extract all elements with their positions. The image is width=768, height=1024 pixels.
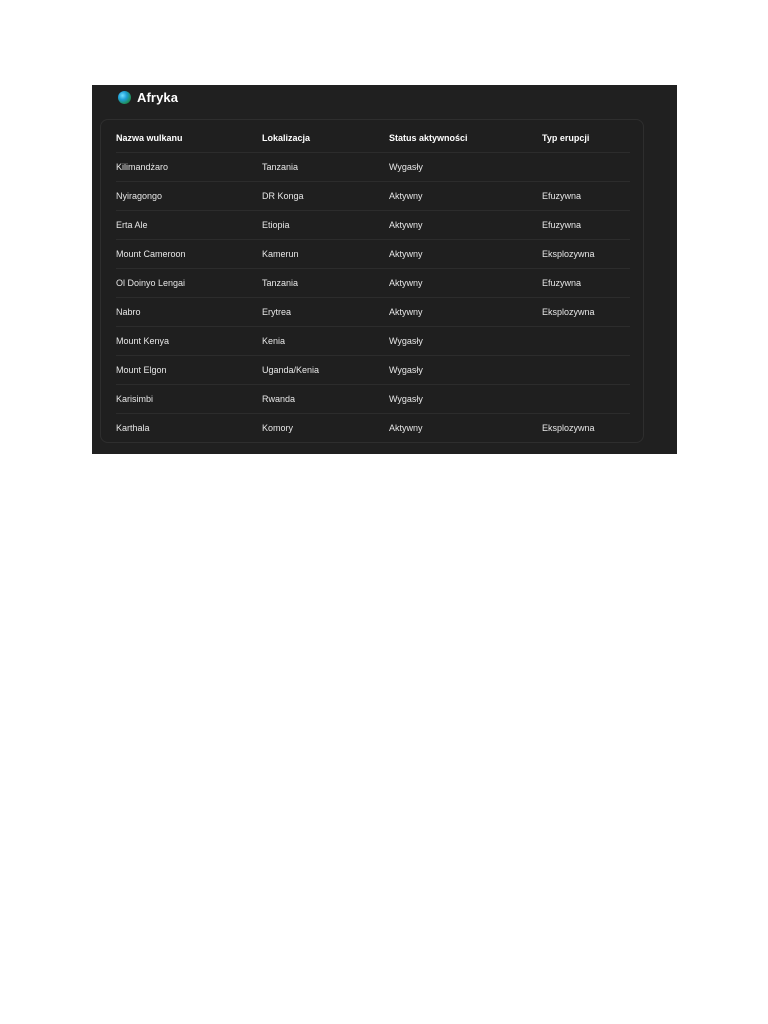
table-row (116, 153, 630, 182)
section-title: Afryka (137, 89, 179, 105)
cell-eruption-type: Eksplozywna (542, 240, 630, 269)
column-header-eruption-type: Typ erupcji (542, 124, 630, 153)
column-header-status: Status aktywności (389, 124, 542, 153)
table-row (116, 356, 630, 385)
cell-location: Tanzania (262, 269, 389, 298)
cell-eruption-type (542, 327, 630, 356)
cell-status: Wygasły (389, 356, 542, 385)
cell-eruption-type: Efuzywna (542, 182, 630, 211)
table-header-row (116, 124, 630, 153)
globe-icon (118, 91, 131, 104)
cell-status: Aktywny (389, 298, 542, 327)
cell-eruption-type (542, 356, 630, 385)
column-header-location: Lokalizacja (262, 124, 389, 153)
table-row (116, 240, 630, 269)
cell-status: Aktywny (389, 269, 542, 298)
volcano-table (116, 124, 630, 442)
cell-name: Karisimbi (116, 385, 262, 414)
region-panel (92, 85, 677, 454)
table-row (116, 414, 630, 443)
cell-status: Wygasły (389, 385, 542, 414)
table-row (116, 327, 630, 356)
cell-eruption-type (542, 153, 630, 182)
table-row (116, 385, 630, 414)
table-row (116, 211, 630, 240)
cell-status: Aktywny (389, 240, 542, 269)
cell-status: Wygasły (389, 327, 542, 356)
cell-name: Mount Cameroon (116, 240, 262, 269)
cell-name: Erta Ale (116, 211, 262, 240)
cell-location: Erytrea (262, 298, 389, 327)
cell-name: Kilimandżaro (116, 153, 262, 182)
cell-location: Komory (262, 414, 389, 443)
cell-location: Etiopia (262, 211, 389, 240)
cell-name: Mount Elgon (116, 356, 262, 385)
cell-name: Nabro (116, 298, 262, 327)
cell-location: Kenia (262, 327, 389, 356)
section-heading (118, 87, 178, 107)
table-row (116, 298, 630, 327)
cell-status: Aktywny (389, 211, 542, 240)
cell-eruption-type: Efuzywna (542, 269, 630, 298)
cell-location: Tanzania (262, 153, 389, 182)
cell-eruption-type: Eksplozywna (542, 414, 630, 443)
column-header-name: Nazwa wulkanu (116, 124, 262, 153)
cell-status: Wygasły (389, 153, 542, 182)
cell-name: Ol Doinyo Lengai (116, 269, 262, 298)
table-row (116, 182, 630, 211)
cell-eruption-type (542, 385, 630, 414)
cell-status: Aktywny (389, 414, 542, 443)
cell-name: Nyiragongo (116, 182, 262, 211)
cell-status: Aktywny (389, 182, 542, 211)
cell-name: Karthala (116, 414, 262, 443)
cell-location: Kamerun (262, 240, 389, 269)
cell-name: Mount Kenya (116, 327, 262, 356)
cell-location: Uganda/Kenia (262, 356, 389, 385)
table-row (116, 269, 630, 298)
cell-eruption-type: Eksplozywna (542, 298, 630, 327)
cell-location: Rwanda (262, 385, 389, 414)
volcano-table-card (100, 119, 644, 443)
cell-eruption-type: Efuzywna (542, 211, 630, 240)
cell-location: DR Konga (262, 182, 389, 211)
